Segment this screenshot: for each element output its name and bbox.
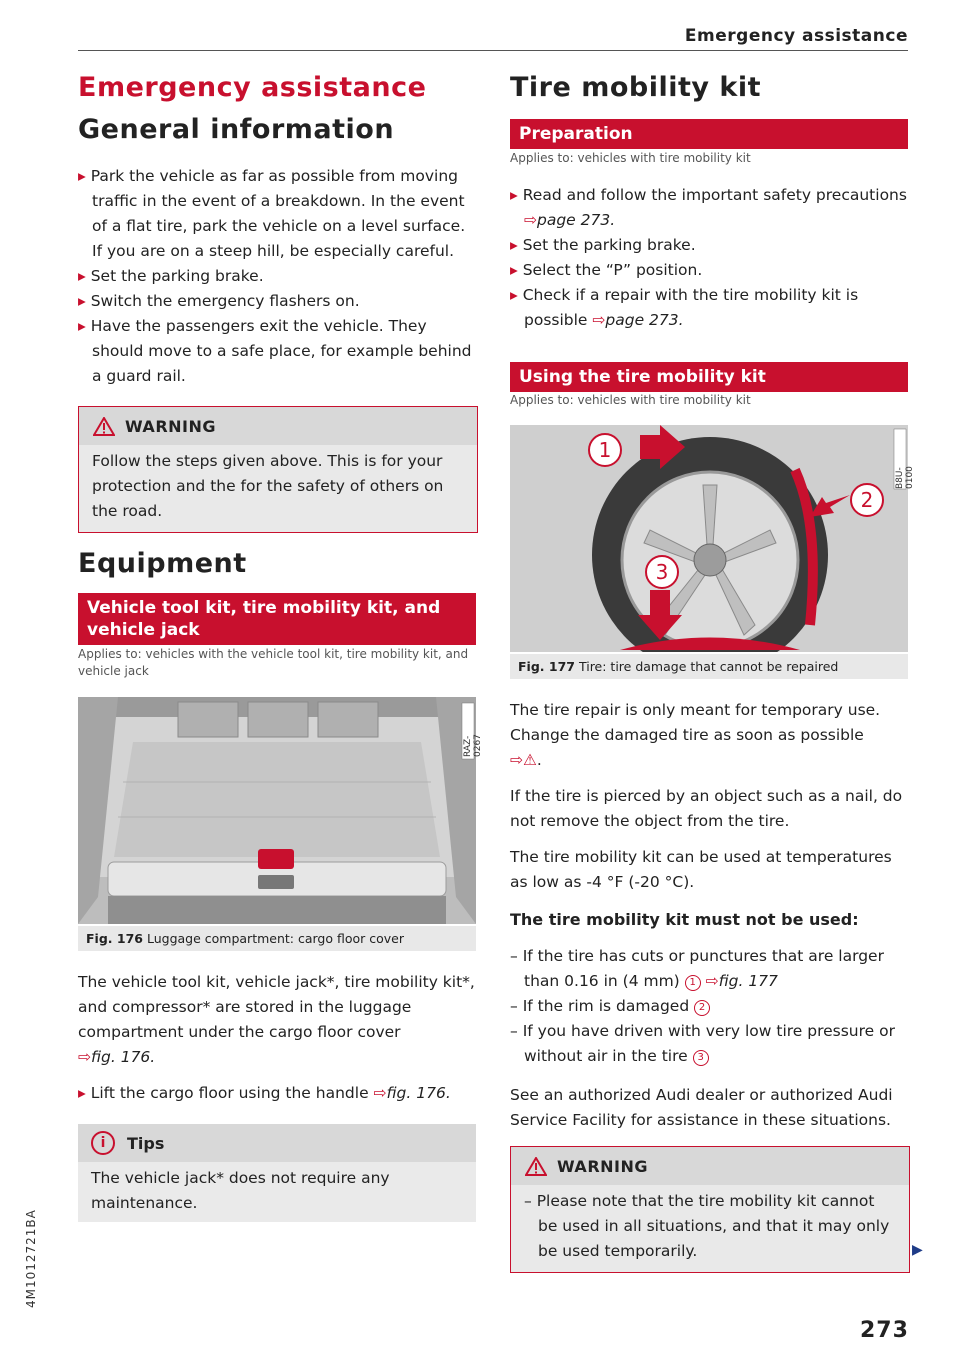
figure-177-caption: Fig. 177 Tire: tire damage that cannot be repaired: [510, 654, 908, 679]
tips-box: [78, 1124, 476, 1222]
doc-code: 4M1012721BA: [24, 1209, 38, 1308]
info-icon: i: [91, 1131, 115, 1155]
preparation-bar: Preparation: [510, 119, 908, 149]
temperature-paragraph: The tire mobility kit can be used at temperatures as low as -4 °F (-20 °C).: [510, 848, 892, 891]
list-item: ▸ Park the vehicle as far as possible from moving traffic in the event of a breakdown. In the event of a flat tire, park the vehicle on a level surface. If you are on a steep hill, be especially careful.: [78, 167, 466, 260]
callout-2: 2: [850, 483, 884, 517]
callout-1: 1: [588, 433, 622, 467]
not-used-list: [510, 944, 905, 1069]
list-item: ▸ Set the parking brake.: [510, 236, 696, 254]
storage-paragraph: The vehicle tool kit, vehicle jack*, tire mobility kit*, and compressor* are stored in the luggage compartment under the cargo floor cover ⇨fig. 176.: [78, 973, 475, 1066]
applies-note: Applies to: vehicles with the vehicle tool kit, tire mobility kit, and vehicle jack: [78, 647, 469, 678]
list-item: – If you have driven with very low tire pressure or without air in the tire 3: [510, 1022, 895, 1065]
list-item: ▸ Have the passengers exit the vehicle. They should move to a safe place, for example behind a guard rail.: [78, 317, 472, 385]
right-section-title: Tire mobility kit: [510, 72, 761, 103]
repair-paragraph: The tire repair is only meant for temporary use. Change the damaged tire as soon as possible ⇨⚠.: [510, 701, 881, 769]
tips-text: The vehicle jack* does not require any maintenance.: [91, 1169, 390, 1212]
figure-176: [78, 697, 483, 924]
warning-box: [510, 1146, 910, 1273]
running-header: Emergency assistance: [684, 26, 908, 46]
warning-ref-icon: ⚠: [523, 751, 537, 769]
header-rule: [78, 50, 908, 51]
section-title: Emergency assistance: [78, 72, 427, 103]
kit-bar: Vehicle tool kit, tire mobility kit, and vehicle jack: [78, 593, 476, 645]
warning-text: Follow the steps given above. This is for your protection and the for the safety of others on the road.: [79, 445, 477, 532]
list-item: ▸ Switch the emergency flashers on.: [78, 292, 360, 310]
using-kit-bar: Using the tire mobility kit: [510, 362, 908, 392]
lift-step: [78, 1081, 478, 1106]
list-item: – If the tire has cuts or punctures that are larger than 0.16 in (4 mm) 1 ⇨fig. 177: [510, 947, 884, 990]
not-used-heading: The tire mobility kit must not be used:: [510, 910, 859, 929]
tire-damage-illustration: [510, 425, 908, 652]
dealer-paragraph: See an authorized Audi dealer or authorized Audi Service Facility for assistance in these situations.: [510, 1086, 893, 1129]
list-item: ▸ Select the “P” position.: [510, 261, 703, 279]
continue-arrow-icon: ▶: [912, 1242, 923, 1258]
callout-3: 3: [645, 555, 679, 589]
figure-176-caption: Fig. 176 Luggage compartment: cargo floor cover: [78, 926, 476, 951]
page-number: 273: [860, 1318, 909, 1343]
list-item: ▸ Read and follow the important safety precautions ⇨page 273.: [510, 186, 907, 229]
warning-header: WARNING: [511, 1147, 909, 1185]
tips-header: i Tips: [78, 1124, 476, 1162]
luggage-compartment-illustration: [78, 697, 476, 924]
general-steps: [78, 164, 478, 389]
list-item: ▸ Set the parking brake.: [78, 267, 264, 285]
applies-note: Applies to: vehicles with tire mobility kit: [510, 393, 751, 407]
figure-code: B8U-0100: [895, 466, 915, 489]
warning-triangle-icon: [93, 417, 115, 436]
warning-text: – Please note that the tire mobility kit cannot be used in all situations, and that it may only be used temporarily.: [511, 1185, 909, 1272]
list-item: – If the rim is damaged 2: [510, 994, 905, 1019]
list-item: ▸ Check if a repair with the tire mobility kit is possible ⇨page 273.: [510, 286, 859, 329]
preparation-steps: [510, 183, 910, 333]
nail-paragraph: If the tire is pierced by an object such as a nail, do not remove the object from the tire.: [510, 787, 903, 830]
subsection-title: General information: [78, 114, 395, 145]
equipment-title: Equipment: [78, 548, 247, 579]
warning-triangle-icon: [525, 1157, 547, 1176]
figure-code: RAZ-0267: [463, 734, 483, 757]
figure-177: [510, 425, 915, 652]
list-item: ▸ Lift the cargo floor using the handle ⇨fig. 176.: [78, 1084, 451, 1102]
warning-box: [78, 406, 478, 533]
applies-note: Applies to: vehicles with tire mobility kit: [510, 151, 751, 165]
warning-header: WARNING: [79, 407, 477, 445]
